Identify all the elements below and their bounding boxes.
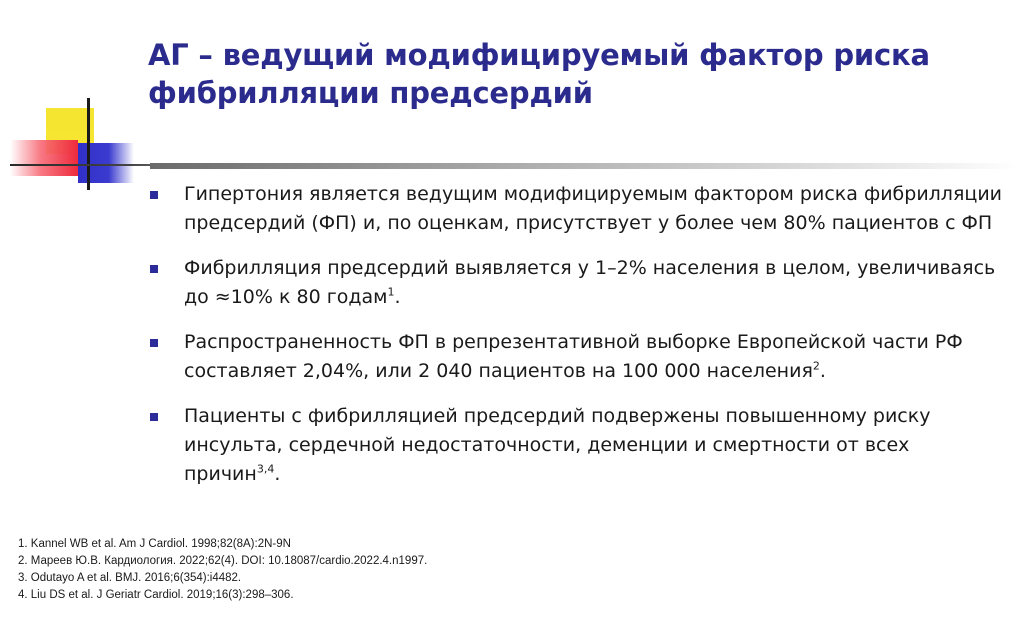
- reference-item: 2. Мареев Ю.В. Кардиология. 2022;62(4). DOI: 10.18087/cardio.2022.4.n1997.: [18, 555, 428, 567]
- footnote-ref: 2: [812, 359, 820, 373]
- bullet-tail: .: [274, 463, 281, 485]
- slide-title: АГ – ведущий модифицируемый фактор риска фибрилляции предсердий: [148, 38, 930, 110]
- bullet-text: Гипертония является ведущим модифицируемым фактором риска фибрилляции предсердий (ФП) и, по оценкам, присутствует у более чем 80% пациентов с ФП: [184, 183, 1003, 234]
- bullet-square-icon: [150, 191, 158, 199]
- bullet-item: [150, 180, 1010, 238]
- red-square: [10, 140, 78, 176]
- bullet-item: [150, 254, 1010, 312]
- reference-item: 3. Odutayo A et al. BMJ. 2016;6(354):i4482.: [18, 572, 242, 584]
- bullet-square-icon: [150, 339, 158, 347]
- bullet-square-icon: [150, 413, 158, 421]
- bullet-text: Фибрилляция предсердий выявляется у 1–2% населения в целом, увеличиваясь до ≈10% к 80 годам: [184, 257, 996, 308]
- bullet-text: Распространенность ФП в репрезентативной выборке Европейской части РФ составляет 2,04%, или 2 040 пациентов на 100 000 населения: [184, 331, 963, 382]
- bullet-tail: .: [394, 286, 401, 308]
- bullet-item: [150, 328, 1010, 386]
- title-divider: [150, 163, 1020, 169]
- bullet-tail: .: [819, 360, 826, 382]
- reference-item: 1. Kannel WB et al. Am J Cardiol. 1998;82(8A):2N-9N: [18, 538, 291, 550]
- bullet-list: [150, 180, 1010, 505]
- bullet-item: [150, 402, 1010, 489]
- references-list: [18, 536, 818, 604]
- bullet-square-icon: [150, 265, 158, 273]
- reference-item: 4. Liu DS et al. J Geriatr Cardiol. 2019;16(3):298–306.: [18, 589, 294, 601]
- footnote-ref: 1: [387, 285, 395, 299]
- footnote-ref: 3,4: [256, 462, 275, 476]
- vertical-line: [87, 98, 90, 190]
- bullet-text: Пациенты с фибрилляцией предсердий подвержены повышенному риску инсульта, сердечной недостаточности, деменции и смертности от всех причин: [184, 405, 931, 485]
